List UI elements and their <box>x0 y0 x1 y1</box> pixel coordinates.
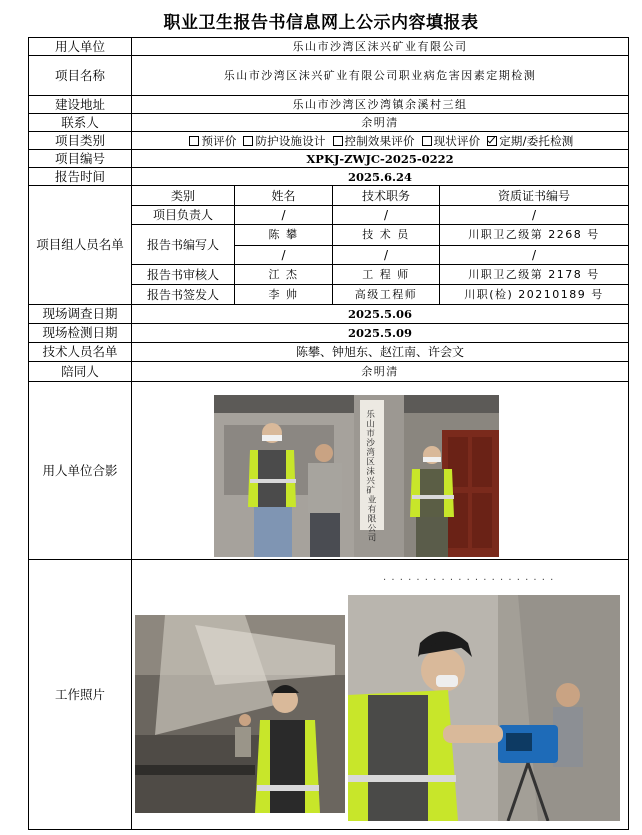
team-header-name: 姓名 <box>235 186 333 206</box>
work-photo-right-image <box>348 595 620 821</box>
group-photo-image <box>214 395 499 557</box>
group-photo-label: 用人单位合影 <box>29 382 132 560</box>
work-photo-right <box>348 595 620 821</box>
accompany-label: 陪同人 <box>29 362 132 382</box>
survey-date-label: 现场调查日期 <box>29 305 132 324</box>
team-title: 技 术 员 <box>333 225 440 246</box>
test-date-label: 现场检测日期 <box>29 324 132 343</box>
option-pre-evaluation[interactable]: 预评价 <box>186 134 236 148</box>
address-label: 建设地址 <box>29 96 132 114</box>
report-time-label: 报告时间 <box>29 168 132 186</box>
team-role: 报告书签发人 <box>132 285 235 305</box>
checkbox-icon <box>243 136 253 146</box>
team-cert: 川职卫乙级第 2178 号 <box>440 265 629 285</box>
team-header-title: 技术职务 <box>333 186 440 206</box>
team-name: 陈 攀 <box>235 225 333 246</box>
survey-date-value: 2025.5.06 <box>132 305 629 324</box>
test-date-value: 2025.5.09 <box>132 324 629 343</box>
team-name: 江 杰 <box>235 265 333 285</box>
employer-value: 乐山市沙湾区沫兴矿业有限公司 <box>132 38 629 56</box>
option-protection-design[interactable]: 防护设施设计 <box>240 134 325 148</box>
checkbox-icon <box>333 136 343 146</box>
contact-label: 联系人 <box>29 114 132 132</box>
address-value: 乐山市沙湾区沙湾镇余溪村三组 <box>132 96 629 114</box>
employer-label: 用人单位 <box>29 38 132 56</box>
team-title: 高级工程师 <box>333 285 440 305</box>
team-name: 李 帅 <box>235 285 333 305</box>
team-name: / <box>235 246 333 265</box>
team-label: 项目组人员名单 <box>29 186 132 305</box>
checkbox-icon <box>422 136 432 146</box>
option-periodic-detection[interactable]: 定期/委托检测 <box>484 134 573 148</box>
report-time-value: 2025.6.24 <box>132 168 629 186</box>
group-photo <box>214 395 499 557</box>
work-photo-left-image <box>135 615 345 813</box>
team-role: 项目负责人 <box>132 206 235 225</box>
team-header-cert: 资质证书编号 <box>440 186 629 206</box>
project-type-options <box>132 132 629 150</box>
team-title: 工 程 师 <box>333 265 440 285</box>
work-photo-left <box>135 615 345 813</box>
checkbox-icon <box>189 136 199 146</box>
technicians-value: 陈攀、钟旭东、赵江南、许会文 <box>132 343 629 362</box>
team-role: 报告书审核人 <box>132 265 235 285</box>
team-header-role: 类别 <box>132 186 235 206</box>
accompany-value: 余明清 <box>132 362 629 382</box>
project-name-value: 乐山市沙湾区沫兴矿业有限公司职业病危害因素定期检测 <box>132 56 629 96</box>
team-cert: 川职卫乙级第 2268 号 <box>440 225 629 246</box>
project-no-value: XPKJ-ZWJC-2025-0222 <box>132 150 629 168</box>
option-status-evaluation[interactable]: 现状评价 <box>419 134 481 148</box>
page-title: 职业卫生报告书信息网上公示内容填报表 <box>163 13 479 33</box>
team-title: / <box>333 246 440 265</box>
team-role: 报告书编写人 <box>132 225 235 265</box>
signboard-text: 乐 山 市 沙 湾 区 沫 兴 矿 业有限公司 <box>366 410 377 544</box>
team-cert: / <box>440 206 629 225</box>
technicians-label: 技术人员名单 <box>29 343 132 362</box>
team-cert: / <box>440 246 629 265</box>
team-title: / <box>333 206 440 225</box>
project-type-label: 项目类别 <box>29 132 132 150</box>
team-cert: 川职(检) 20210189 号 <box>440 285 629 305</box>
dotted-leader: · · · · · · · · · · · · · · · · · · · · · <box>383 575 555 586</box>
checked-checkbox-icon <box>487 136 497 146</box>
team-name: / <box>235 206 333 225</box>
option-control-effect[interactable]: 控制效果评价 <box>330 134 415 148</box>
project-name-label: 项目名称 <box>29 56 132 96</box>
contact-value: 余明清 <box>132 114 629 132</box>
work-photo-label: 工作照片 <box>29 560 132 830</box>
project-no-label: 项目编号 <box>29 150 132 168</box>
